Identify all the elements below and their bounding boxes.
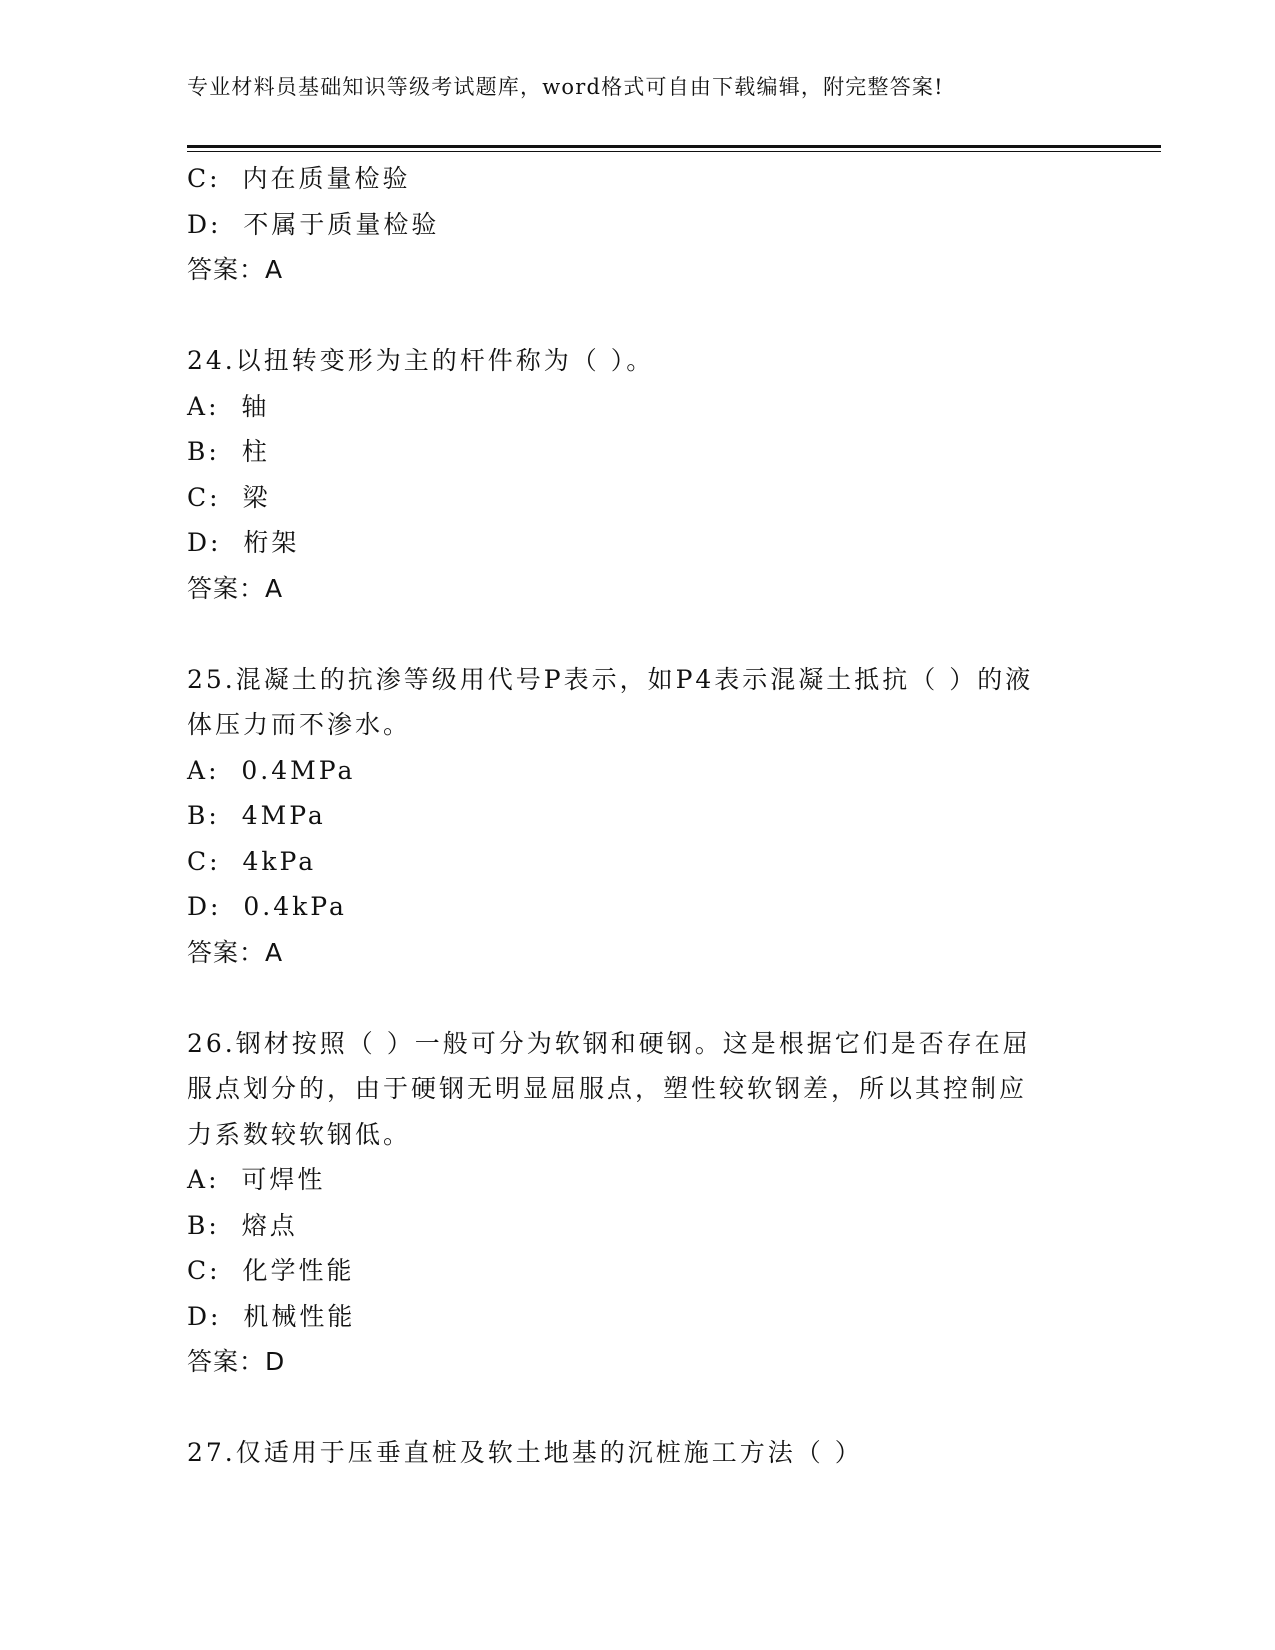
answer-line: 答案：A — [187, 573, 284, 603]
page-header: 专业材料员基础知识等级考试题库，word格式可自由下载编辑，附完整答案! — [187, 75, 944, 99]
option-a: A: 轴 — [187, 391, 270, 421]
question-text: 27.仅适用于压垂直桩及软土地基的沉桩施工方法（ ） — [187, 1438, 863, 1467]
question-25 — [187, 657, 1087, 976]
header-rule-thin — [187, 151, 1161, 152]
document-body — [187, 156, 1087, 1476]
option-a: A: 0.4MPa — [187, 755, 356, 785]
option-c: C: 化学性能 — [187, 1256, 355, 1285]
question-text: 体压力而不渗水。 — [187, 710, 412, 739]
question-23-continuation — [187, 156, 1087, 293]
option-b: B: 4MPa — [187, 801, 326, 830]
question-26 — [187, 1021, 1087, 1385]
question-27 — [187, 1430, 1087, 1476]
header-rule-thick — [187, 145, 1161, 148]
question-text: 服点划分的，由于硬钢无明显屈服点，塑性较软钢差，所以其控制应 — [187, 1074, 1028, 1103]
option-d: D: 桁架 — [187, 528, 300, 557]
question-24 — [187, 338, 1087, 611]
answer-line: 答案：D — [187, 1347, 286, 1376]
option-c: C: 4kPa — [187, 846, 317, 876]
option-b: B: 柱 — [187, 437, 270, 466]
answer-line: 答案：A — [187, 937, 284, 967]
answer-line: 答案：A — [187, 255, 284, 284]
question-text: 25.混凝土的抗渗等级用代号P表示，如P4表示混凝土抵抗（ ）的液 — [187, 664, 1034, 694]
question-text: 24.以扭转变形为主的杆件称为（ ）。 — [187, 346, 655, 375]
option-d: D: 机械性能 — [187, 1301, 356, 1331]
option-c: C: 梁 — [187, 482, 271, 512]
option-a: A: 可焊性 — [187, 1165, 326, 1194]
question-text: 26.钢材按照（ ）一般可分为软钢和硬钢。这是根据它们是否存在屈 — [187, 1028, 1031, 1058]
option-c: C: 内在质量检验 — [187, 164, 411, 193]
option-b: B: 熔点 — [187, 1210, 298, 1240]
option-d: D: 不属于质量检验 — [187, 209, 440, 239]
question-text: 力系数较软钢低。 — [187, 1119, 412, 1149]
option-d: D: 0.4kPa — [187, 892, 347, 921]
